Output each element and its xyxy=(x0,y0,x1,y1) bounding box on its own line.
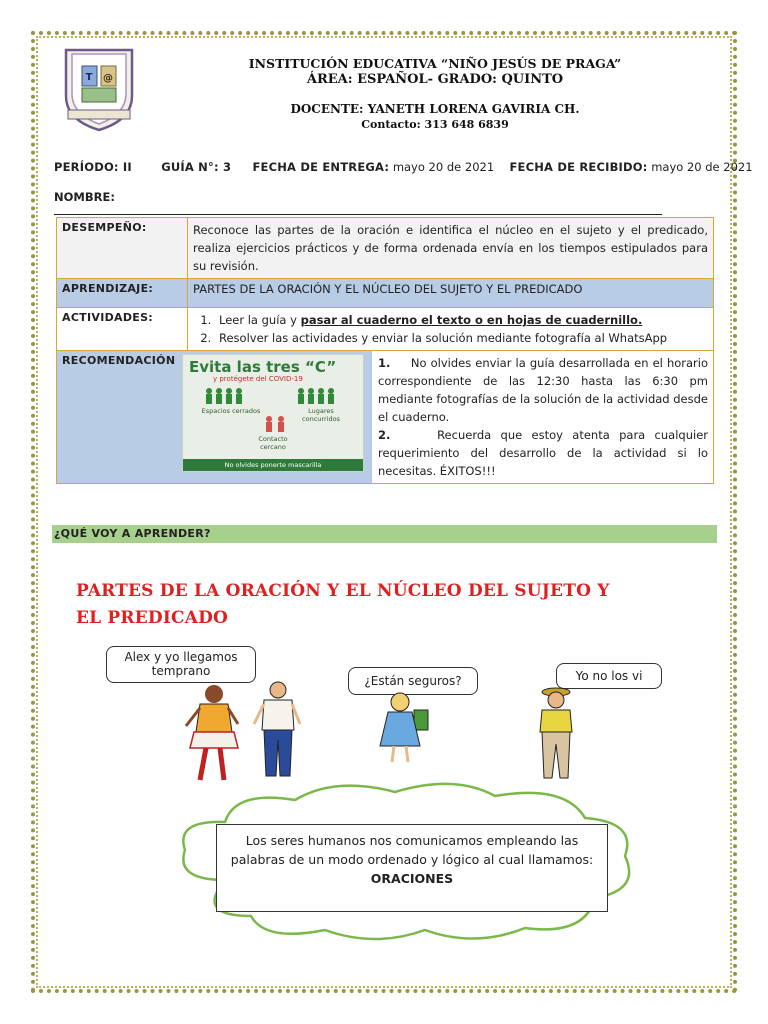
entrega-label: FECHA DE ENTREGA: xyxy=(252,160,390,174)
nombre-label: NOMBRE: xyxy=(54,190,115,204)
section-heading: ¿QUÉ VOY A APRENDER? xyxy=(52,525,717,543)
guia-label: GUÍA N°: 3 xyxy=(161,160,232,174)
aprendizaje-text: PARTES DE LA ORACIÓN Y EL NÚCLEO DEL SUJETO Y EL PREDICADO xyxy=(188,279,714,308)
nombre-input-line[interactable] xyxy=(54,204,662,215)
periodo-label: PERÍODO: II xyxy=(54,160,132,174)
speech-bubble-1: Alex y yo llegamos temprano xyxy=(106,646,256,683)
desempeno-text: Reconoce las partes de la oración e identifica el núcleo en el sujeto y el predicado, realiza ejercicios prácticos y de forma ordenada envía en los tiempos estipulados para su revisión. xyxy=(188,218,714,279)
recomendacion-cell xyxy=(57,351,714,484)
speech-bubble-3: Yo no los vi xyxy=(556,663,662,689)
area-grade: ÁREA: ESPAÑOL- GRADO: QUINTO xyxy=(306,72,564,87)
table-row-recomendacion xyxy=(57,351,714,484)
speech-bubble-2: ¿Están seguros? xyxy=(348,667,478,695)
actividad-1-underlined: pasar al cuaderno el texto o en hojas de cuadernillo. xyxy=(300,313,643,327)
covid-poster-image xyxy=(182,354,364,472)
actividades-content xyxy=(188,308,714,351)
guide-info-table xyxy=(56,217,714,484)
rec-1-number: 1. xyxy=(378,356,391,370)
entrega-value: mayo 20 de 2021 xyxy=(392,160,495,174)
table-row-desempeno xyxy=(57,218,714,279)
definition-emphasis: ORACIONES xyxy=(370,871,454,886)
recibido-value: mayo 20 de 2021 xyxy=(651,160,753,174)
poster-label-2: Lugares concurridos xyxy=(302,407,340,423)
poster-footer: No olvides ponerte mascarilla xyxy=(183,459,363,471)
recibido-label: FECHA DE RECIBIDO: xyxy=(509,160,648,174)
lesson-title: PARTES DE LA ORACIÓN Y EL NÚCLEO DEL SUJETO Y EL PREDICADO xyxy=(76,581,610,628)
poster-title: Evita las tres “C” xyxy=(189,358,337,376)
recomendacion-label: RECOMENDACIÓN xyxy=(62,354,176,367)
school-crest-logo xyxy=(60,44,138,134)
svg-text:@: @ xyxy=(103,73,113,84)
boy-character-illustration xyxy=(248,680,308,780)
svg-text:T: T xyxy=(85,72,93,83)
teacher-name: DOCENTE: YANETH LORENA GAVIRIA CH. xyxy=(290,102,580,116)
list-item xyxy=(215,311,708,329)
girl-with-backpack-illustration xyxy=(370,690,436,766)
rec-2-number: 2. xyxy=(378,428,391,442)
actividad-1-text: Leer la guía y xyxy=(219,313,301,327)
poster-label-3: Contacto cercano xyxy=(258,435,288,451)
aprendizaje-label: APRENDIZAJE: xyxy=(57,279,188,308)
actividad-2-text: Resolver las actividades y enviar la solución mediante fotografía al WhatsApp xyxy=(219,331,668,345)
oraciones-definition-box xyxy=(216,824,608,912)
institution-name: INSTITUCIÓN EDUCATIVA “NIÑO JESÚS DE PRAGA” xyxy=(248,56,622,71)
contact-info: Contacto: 313 648 6839 xyxy=(361,118,509,131)
name-row xyxy=(54,190,714,218)
rec-2-text: Recuerda que estoy atenta para cualquier requerimiento del desarrollo de la actividad si lo necesitas. ÉXITOS!!! xyxy=(378,428,708,478)
boy-with-cap-illustration xyxy=(530,686,586,782)
definition-text: Los seres humanos nos comunicamos empleando las palabras de un modo ordenado y lógico al cual llamamos: xyxy=(230,833,594,867)
actividades-list xyxy=(193,311,708,347)
guide-meta-row xyxy=(54,160,753,174)
table-row-aprendizaje xyxy=(57,279,714,308)
actividades-label: ACTIVIDADES: xyxy=(57,308,188,351)
desempeno-label: DESEMPEÑO: xyxy=(57,218,188,279)
poster-subtitle: y protégete del COVID-19 xyxy=(213,375,303,383)
rec-1-text: No olvides enviar la guía desarrollada en el horario correspondiente de las 12:30 hasta las 6:30 pm mediante fotografías de la solución de la actividad desde el cuaderno. xyxy=(378,356,708,424)
recomendacion-text xyxy=(372,351,713,483)
table-row-actividades xyxy=(57,308,714,351)
poster-label-1: Espacios cerrados xyxy=(201,407,261,415)
list-item xyxy=(215,329,708,347)
